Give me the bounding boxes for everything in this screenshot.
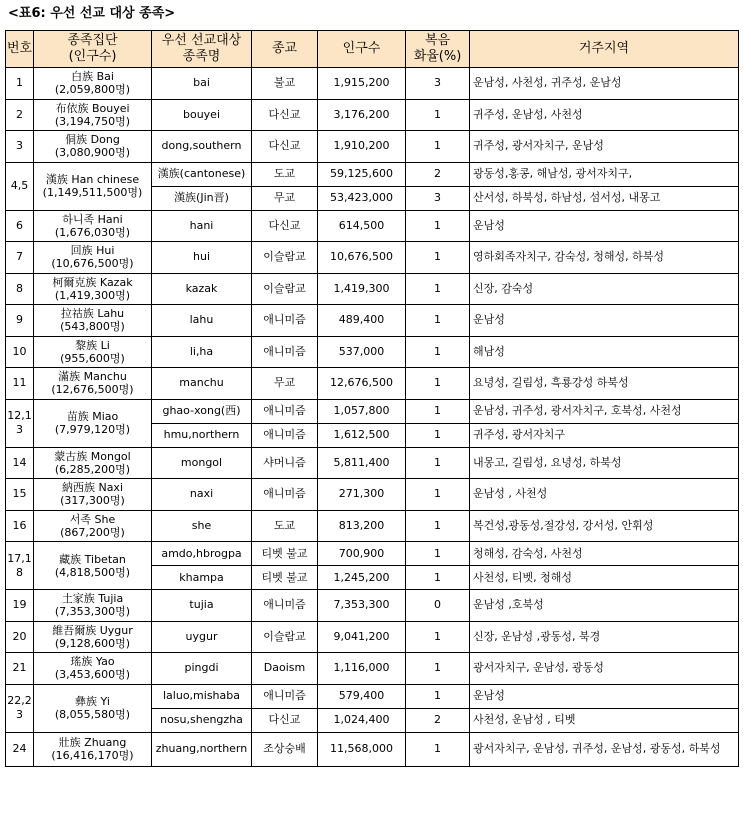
- group-name: 서족 She: [69, 512, 116, 526]
- people-group: [34, 131, 152, 163]
- residence-region: 해남성: [470, 336, 739, 368]
- residence-region: 사천성, 운남성 , 티벳: [470, 708, 739, 732]
- population: 1,612,500: [318, 423, 406, 447]
- population: 3,176,200: [318, 99, 406, 131]
- residence-region: 운남성: [470, 305, 739, 337]
- table-row: [6, 653, 739, 685]
- people-group: [34, 210, 152, 242]
- row-number: 4,5: [6, 162, 34, 210]
- population: 7,353,300: [318, 590, 406, 622]
- header-religion: 종교: [252, 31, 318, 68]
- population: 1,024,400: [318, 708, 406, 732]
- residence-region: 운남성 , 사천성: [470, 479, 739, 511]
- gospel-rate: 1: [406, 242, 470, 274]
- header-target: [152, 31, 252, 68]
- header-row: [6, 31, 739, 68]
- table-row: [6, 273, 739, 305]
- group-name: 白族 Bai: [71, 70, 114, 84]
- population: 53,423,000: [318, 186, 406, 210]
- people-group: [34, 368, 152, 400]
- religion: 이슬람교: [252, 273, 318, 305]
- header-no: 번호: [6, 31, 34, 68]
- group-name: 彝族 Yi: [75, 695, 110, 708]
- religion: Daoism: [252, 653, 318, 685]
- group-population: (317,300명): [60, 494, 125, 508]
- row-number: 16: [6, 510, 34, 542]
- residence-region: 광서자치구, 운남성, 귀주성, 운남성, 광동성, 하북성: [470, 732, 739, 766]
- group-population: (3,194,750명): [54, 114, 131, 128]
- group-population: (1,419,300명): [54, 288, 131, 302]
- religion: 애니미즘: [252, 590, 318, 622]
- group-name: 納西族 Naxi: [61, 481, 124, 495]
- gospel-rate: 1: [406, 447, 470, 479]
- group-population: (3,080,900명): [54, 146, 131, 160]
- residence-region: 광동성,홍콩, 해남성, 광서자치구,: [470, 162, 739, 186]
- people-group-table: [5, 30, 739, 767]
- table-row: [6, 131, 739, 163]
- people-group: [34, 162, 152, 210]
- religion: 애니미즘: [252, 305, 318, 337]
- table-row: [6, 242, 739, 274]
- row-number: 10: [6, 336, 34, 368]
- religion: 다신교: [252, 210, 318, 242]
- people-group: [34, 447, 152, 479]
- gospel-rate: 1: [406, 99, 470, 131]
- gospel-rate: 1: [406, 131, 470, 163]
- target-people-name: khampa: [152, 566, 252, 590]
- header-target-line2: 종족명: [182, 49, 221, 64]
- residence-region: 운남성: [470, 684, 739, 708]
- gospel-rate: 1: [406, 653, 470, 685]
- residence-region: 신장, 감숙성: [470, 273, 739, 305]
- header-group: [34, 31, 152, 68]
- row-number: 1: [6, 68, 34, 100]
- row-number: 7: [6, 242, 34, 274]
- gospel-rate: 1: [406, 273, 470, 305]
- target-people-name: dong,southern: [152, 131, 252, 163]
- people-group: [34, 653, 152, 685]
- target-people-name: nosu,shengzha: [152, 708, 252, 732]
- religion: 애니미즘: [252, 479, 318, 511]
- row-number: 15: [6, 479, 34, 511]
- table-title: <표6: 우선 선교 대상 종족>: [8, 6, 176, 21]
- row-number: 14: [6, 447, 34, 479]
- row-number: 24: [6, 732, 34, 766]
- target-people-name: hani: [152, 210, 252, 242]
- group-population: (3,453,600명): [54, 668, 131, 682]
- gospel-rate: 2: [406, 708, 470, 732]
- group-population: (4,818,500명): [54, 565, 131, 579]
- population: 59,125,600: [318, 162, 406, 186]
- gospel-rate: 2: [406, 162, 470, 186]
- table-row: [6, 305, 739, 337]
- group-name: 維吾爾族 Uygur: [52, 623, 133, 637]
- target-people-name: 漢族(Jin晋): [152, 186, 252, 210]
- table-row: [6, 210, 739, 242]
- group-population: (16,416,170명): [51, 749, 134, 762]
- people-group: [34, 305, 152, 337]
- table-row: [6, 68, 739, 100]
- row-number: 2: [6, 99, 34, 131]
- table-row: [6, 510, 739, 542]
- population: 537,000: [318, 336, 406, 368]
- gospel-rate: 1: [406, 210, 470, 242]
- residence-region: 귀주성, 운남성, 사천성: [470, 99, 739, 131]
- group-name: 壯族 Zhuang: [58, 736, 127, 749]
- residence-region: 청해성, 감숙성, 사천성: [470, 542, 739, 566]
- group-name: 하니족 Hani: [62, 212, 123, 226]
- group-population: (6,285,200명): [54, 462, 131, 476]
- population: 579,400: [318, 684, 406, 708]
- residence-region: 운남성, 귀주성, 광서자치구, 호북성, 사천성: [470, 399, 739, 423]
- header-group-line1: 종족집단: [67, 33, 118, 48]
- row-number: 8: [6, 273, 34, 305]
- population: 1,910,200: [318, 131, 406, 163]
- header-population: 인구수: [318, 31, 406, 68]
- religion: 다신교: [252, 708, 318, 732]
- residence-region: 사천성, 티벳, 청해성: [470, 566, 739, 590]
- religion: 애니미즘: [252, 336, 318, 368]
- religion: 다신교: [252, 99, 318, 131]
- religion: 애니미즘: [252, 423, 318, 447]
- people-group: [34, 590, 152, 622]
- table-body: [6, 68, 739, 767]
- row-number: 9: [6, 305, 34, 337]
- people-group: [34, 242, 152, 274]
- gospel-rate: 1: [406, 684, 470, 708]
- target-people-name: amdo,hbrogpa: [152, 542, 252, 566]
- people-group: [34, 732, 152, 766]
- header-region: 거주지역: [470, 31, 739, 68]
- target-people-name: kazak: [152, 273, 252, 305]
- table-row: [6, 479, 739, 511]
- target-people-name: manchu: [152, 368, 252, 400]
- people-group: [34, 510, 152, 542]
- target-people-name: 漢族(cantonese): [152, 162, 252, 186]
- gospel-rate: 1: [406, 479, 470, 511]
- target-people-name: li,ha: [152, 336, 252, 368]
- people-group: [34, 336, 152, 368]
- row-number: 17,18: [6, 542, 34, 590]
- row-number: 21: [6, 653, 34, 685]
- residence-region: 신장, 운남성 ,광동성, 북경: [470, 621, 739, 653]
- gospel-rate: 1: [406, 305, 470, 337]
- population: 5,811,400: [318, 447, 406, 479]
- group-name: 滿族 Manchu: [58, 370, 127, 384]
- row-number: 3: [6, 131, 34, 163]
- people-group: [34, 99, 152, 131]
- people-group: [34, 273, 152, 305]
- group-name: 蒙古族 Mongol: [54, 449, 131, 463]
- group-name: 漢族 Han chinese: [45, 173, 140, 186]
- gospel-rate: 1: [406, 510, 470, 542]
- target-people-name: mongol: [152, 447, 252, 479]
- religion: 이슬람교: [252, 621, 318, 653]
- group-name: 回族 Hui: [70, 244, 115, 258]
- religion: 조상숭배: [252, 732, 318, 766]
- religion: 애니미즘: [252, 399, 318, 423]
- gospel-rate: 1: [406, 542, 470, 566]
- gospel-rate: 0: [406, 590, 470, 622]
- people-group: [34, 399, 152, 447]
- population: 614,500: [318, 210, 406, 242]
- residence-region: 운남성: [470, 210, 739, 242]
- people-group: [34, 479, 152, 511]
- table-row: [6, 368, 739, 400]
- population: 271,300: [318, 479, 406, 511]
- group-population: (10,676,500명): [51, 257, 134, 271]
- residence-region: 산서성, 하북성, 하남성, 섬서성, 내몽고: [470, 186, 739, 210]
- gospel-rate: 3: [406, 186, 470, 210]
- table-row: [6, 542, 739, 566]
- gospel-rate: 1: [406, 399, 470, 423]
- group-population: (12,676,500명): [51, 383, 134, 397]
- religion: 이슬람교: [252, 242, 318, 274]
- group-population: (1,149,511,500명): [42, 186, 143, 199]
- target-people-name: pingdi: [152, 653, 252, 685]
- group-name: 黎族 Li: [75, 338, 110, 352]
- population: 489,400: [318, 305, 406, 337]
- header-group-line2: (인구수): [68, 49, 117, 64]
- target-people-name: laluo,mishaba: [152, 684, 252, 708]
- population: 1,057,800: [318, 399, 406, 423]
- group-population: (7,353,300명): [54, 605, 131, 619]
- gospel-rate: 1: [406, 732, 470, 766]
- residence-region: 운남성 ,호북성: [470, 590, 739, 622]
- residence-region: 광서자치구, 운남성, 광동성: [470, 653, 739, 685]
- group-population: (1,676,030명): [54, 225, 131, 239]
- gospel-rate: 1: [406, 423, 470, 447]
- target-people-name: uygur: [152, 621, 252, 653]
- table-row: [6, 684, 739, 708]
- group-name: 瑤族 Yao: [70, 655, 115, 669]
- header-gospel-line2: 화율(%): [413, 49, 462, 64]
- group-population: (867,200명): [60, 525, 125, 539]
- population: 1,915,200: [318, 68, 406, 100]
- header-gospel: [406, 31, 470, 68]
- population: 9,041,200: [318, 621, 406, 653]
- group-population: (9,128,600명): [54, 636, 131, 650]
- group-population: (2,059,800명): [54, 83, 131, 97]
- residence-region: 영하회족자치구, 감숙성, 청해성, 하북성: [470, 242, 739, 274]
- residence-region: 귀주성, 광서자치구, 운남성: [470, 131, 739, 163]
- religion: 도교: [252, 162, 318, 186]
- group-population: (543,800명): [60, 320, 125, 334]
- population: 11,568,000: [318, 732, 406, 766]
- group-name: 拉祜族 Lahu: [60, 307, 125, 321]
- table-row: [6, 99, 739, 131]
- group-population: (7,979,120명): [54, 423, 131, 436]
- gospel-rate: 1: [406, 368, 470, 400]
- target-people-name: naxi: [152, 479, 252, 511]
- row-number: 6: [6, 210, 34, 242]
- target-people-name: zhuang,northern: [152, 732, 252, 766]
- people-group: [34, 684, 152, 732]
- group-name: 土家族 Tujia: [61, 592, 124, 606]
- target-people-name: lahu: [152, 305, 252, 337]
- gospel-rate: 3: [406, 68, 470, 100]
- population: 1,116,000: [318, 653, 406, 685]
- people-group: [34, 621, 152, 653]
- religion: 티벳 불교: [252, 566, 318, 590]
- population: 813,200: [318, 510, 406, 542]
- target-people-name: bai: [152, 68, 252, 100]
- header-gospel-line1: 복음: [424, 33, 451, 48]
- table-row: [6, 621, 739, 653]
- table-row: [6, 447, 739, 479]
- group-name: 柯爾克族 Kazak: [52, 275, 133, 289]
- row-number: 20: [6, 621, 34, 653]
- population: 10,676,500: [318, 242, 406, 274]
- religion: 불교: [252, 68, 318, 100]
- people-group: [34, 68, 152, 100]
- religion: 무교: [252, 186, 318, 210]
- target-people-name: she: [152, 510, 252, 542]
- religion: 애니미즘: [252, 684, 318, 708]
- people-group: [34, 542, 152, 590]
- religion: 티벳 불교: [252, 542, 318, 566]
- religion: 다신교: [252, 131, 318, 163]
- population: 1,245,200: [318, 566, 406, 590]
- target-people-name: ghao-xong(西): [152, 399, 252, 423]
- target-people-name: hui: [152, 242, 252, 274]
- residence-region: 내몽고, 길림성, 요녕성, 하북성: [470, 447, 739, 479]
- target-people-name: hmu,northern: [152, 423, 252, 447]
- row-number: 12,13: [6, 399, 34, 447]
- table-row: [6, 399, 739, 423]
- group-population: (955,600명): [60, 351, 125, 365]
- group-name: 苗族 Miao: [66, 410, 119, 423]
- residence-region: 운남성, 사천성, 귀주성, 운남성: [470, 68, 739, 100]
- group-name: 布依族 Bouyei: [55, 101, 130, 115]
- religion: 무교: [252, 368, 318, 400]
- group-name: 侗族 Dong: [65, 133, 120, 147]
- gospel-rate: 1: [406, 566, 470, 590]
- religion: 도교: [252, 510, 318, 542]
- target-people-name: bouyei: [152, 99, 252, 131]
- table-row: [6, 162, 739, 186]
- target-people-name: tujia: [152, 590, 252, 622]
- population: 12,676,500: [318, 368, 406, 400]
- residence-region: 복건성,광동성,절강성, 강서성, 안휘성: [470, 510, 739, 542]
- group-population: (8,055,580명): [54, 708, 131, 721]
- residence-region: 귀주성, 광서자치구: [470, 423, 739, 447]
- gospel-rate: 1: [406, 336, 470, 368]
- population: 1,419,300: [318, 273, 406, 305]
- row-number: 19: [6, 590, 34, 622]
- population: 700,900: [318, 542, 406, 566]
- table-row: [6, 590, 739, 622]
- residence-region: 요녕성, 길림성, 흑룡강성 하북성: [470, 368, 739, 400]
- group-name: 藏族 Tibetan: [59, 552, 126, 566]
- row-number: 11: [6, 368, 34, 400]
- row-number: 22,23: [6, 684, 34, 732]
- gospel-rate: 1: [406, 621, 470, 653]
- header-target-line1: 우선 선교대상: [161, 33, 242, 48]
- table-row: [6, 732, 739, 766]
- religion: 샤머니즘: [252, 447, 318, 479]
- table-row: [6, 336, 739, 368]
